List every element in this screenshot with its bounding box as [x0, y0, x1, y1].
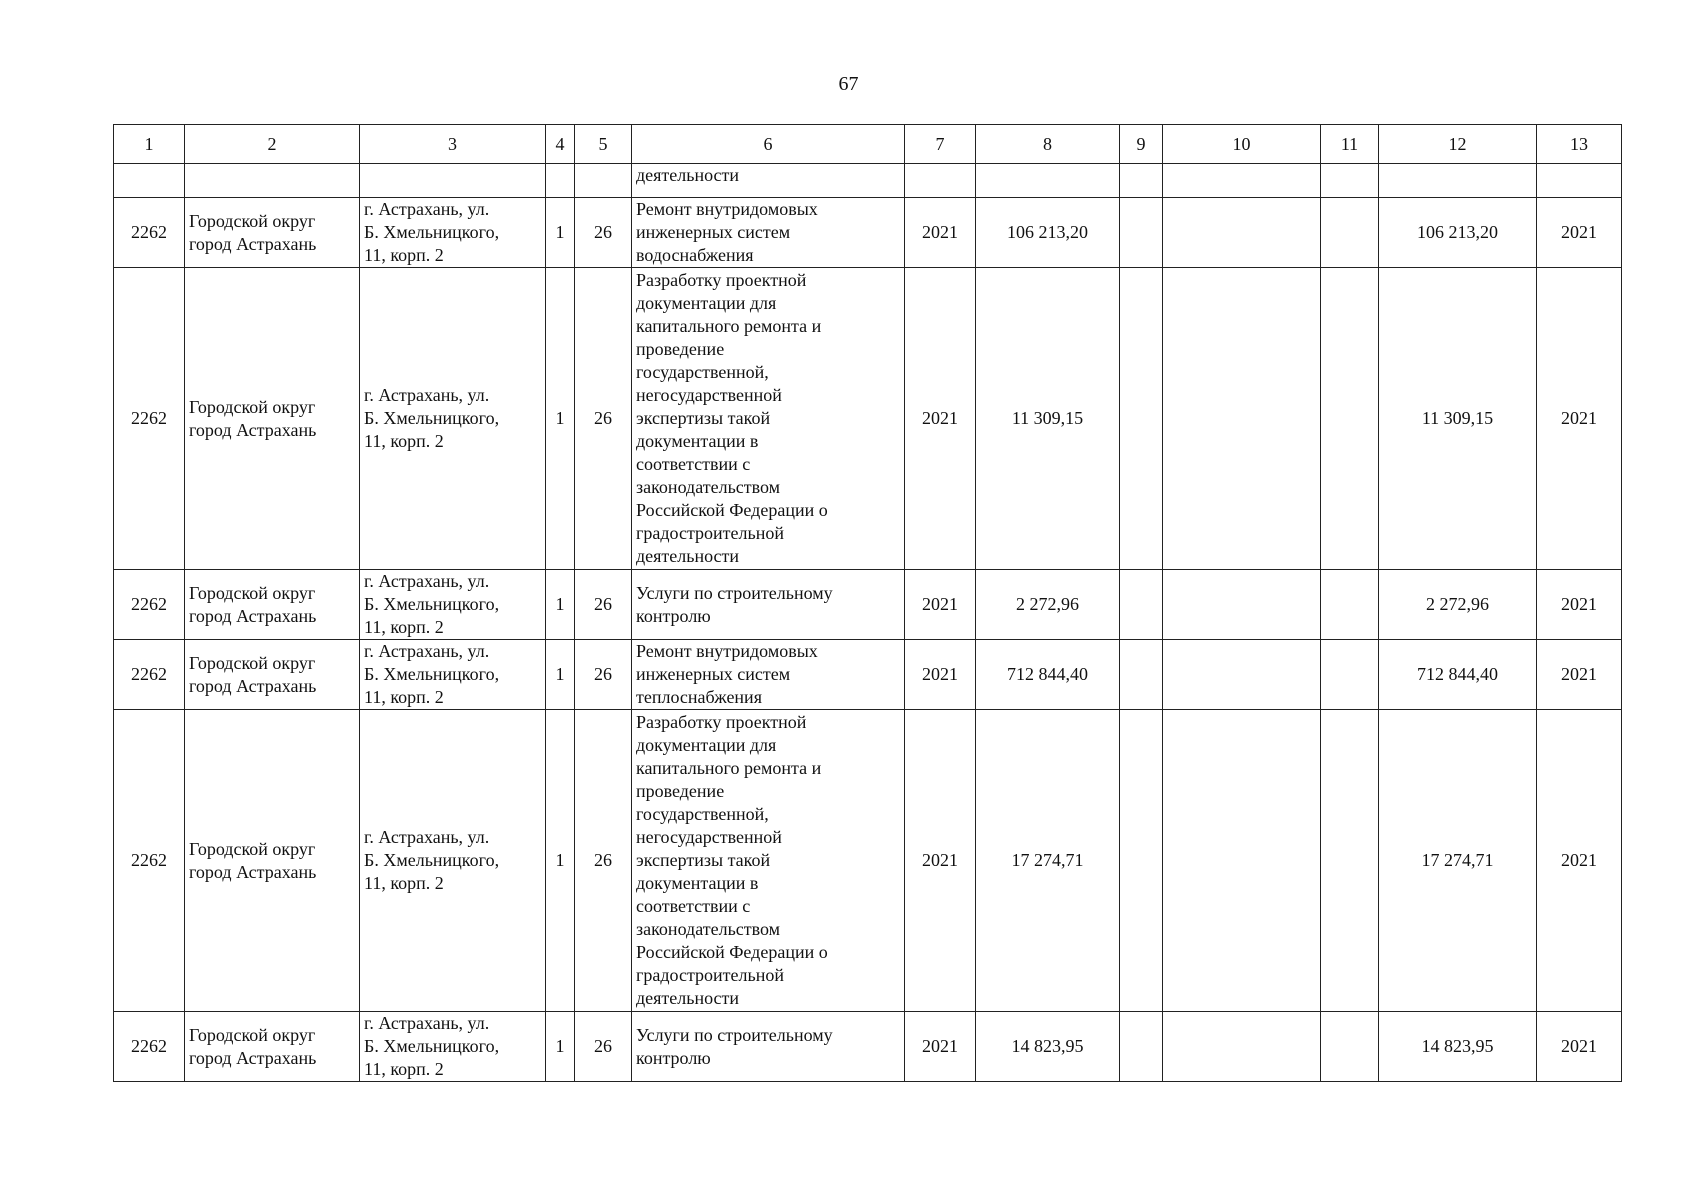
row-number-cell: 2262 — [114, 570, 185, 640]
table-row — [114, 640, 1622, 710]
amount-cell: 14 823,95 — [976, 1012, 1120, 1082]
address-line: 11, корп. 2 — [364, 245, 444, 265]
work-line: теплоснабжения — [636, 687, 762, 707]
work-line: Ремонт внутридомовых — [636, 199, 818, 219]
row-number-cell: 2262 — [114, 710, 185, 1012]
work-line: капитального ремонта и — [636, 758, 822, 778]
column-header: 10 — [1163, 125, 1321, 164]
year-cell: 2021 — [905, 640, 976, 710]
table-row — [114, 1012, 1622, 1082]
table-cell — [1321, 710, 1379, 1012]
year-cell: 2021 — [1537, 710, 1622, 1012]
work-line: документации для — [636, 735, 777, 755]
amount-cell: 712 844,40 — [1379, 640, 1537, 710]
amount-cell: 17 274,71 — [1379, 710, 1537, 1012]
address-cell — [360, 198, 546, 268]
row-number-cell: 2262 — [114, 268, 185, 570]
work-description-cell — [632, 570, 905, 640]
work-line: проведение — [636, 781, 725, 801]
table-cell: 26 — [575, 1012, 632, 1082]
table-cell: 1 — [546, 198, 575, 268]
municipality-line: Городской округ — [189, 652, 316, 673]
table-cell — [1163, 710, 1321, 1012]
municipality-line: город Астрахань — [189, 1047, 317, 1068]
page-number: 67 — [838, 73, 859, 95]
table-cell — [1321, 1012, 1379, 1082]
amount-cell: 17 274,71 — [976, 710, 1120, 1012]
table-cell — [1163, 1012, 1321, 1082]
amount-cell: 106 213,20 — [1379, 198, 1537, 268]
address-line: 11, корп. 2 — [364, 873, 444, 893]
table-cell — [114, 164, 185, 198]
municipality-line: Городской округ — [189, 582, 316, 603]
column-header: 7 — [905, 125, 976, 164]
address-line: 11, корп. 2 — [364, 1059, 444, 1079]
work-line: экспертизы такой — [636, 408, 771, 428]
address-line: г. Астрахань, ул. — [364, 571, 490, 591]
continuation-row — [114, 164, 1622, 198]
amount-cell: 2 272,96 — [976, 570, 1120, 640]
row-number-cell: 2262 — [114, 1012, 185, 1082]
table-cell — [1120, 268, 1163, 570]
table-cell — [575, 164, 632, 198]
work-line: Услуги по строительному — [636, 582, 833, 603]
column-header: 2 — [185, 125, 360, 164]
work-line: документации для — [636, 293, 777, 313]
year-cell: 2021 — [905, 570, 976, 640]
work-line: экспертизы такой — [636, 850, 771, 870]
amount-cell: 712 844,40 — [976, 640, 1120, 710]
column-header: 4 — [546, 125, 575, 164]
column-header: 12 — [1379, 125, 1537, 164]
table-cell: 1 — [546, 268, 575, 570]
address-cell — [360, 268, 546, 570]
table-cell — [1163, 268, 1321, 570]
column-header: 11 — [1321, 125, 1379, 164]
work-description-cell — [632, 268, 905, 570]
column-header: 8 — [976, 125, 1120, 164]
table-cell — [1321, 198, 1379, 268]
work-line: контролю — [636, 605, 711, 626]
table-cell — [1379, 164, 1537, 198]
work-line: Российской Федерации о — [636, 942, 828, 962]
work-line: законодательством — [636, 919, 781, 939]
work-line: водоснабжения — [636, 245, 754, 265]
table-cell — [1120, 164, 1163, 198]
work-line: деятельности — [636, 165, 740, 185]
work-line: государственной, — [636, 804, 769, 824]
work-line: Услуги по строительному — [636, 1024, 833, 1045]
address-line: г. Астрахань, ул. — [364, 1013, 490, 1033]
work-line: инженерных систем — [636, 222, 791, 242]
table-cell — [1321, 164, 1379, 198]
table-cell — [546, 164, 575, 198]
work-line: градостроительной — [636, 523, 784, 543]
municipality-line: Городской округ — [189, 210, 316, 231]
address-cell — [360, 1012, 546, 1082]
work-line: государственной, — [636, 362, 769, 382]
work-description-cell — [632, 710, 905, 1012]
amount-cell: 14 823,95 — [1379, 1012, 1537, 1082]
table-cell — [1537, 164, 1622, 198]
table-cell — [1163, 570, 1321, 640]
table-cell: 26 — [575, 710, 632, 1012]
work-line: контролю — [636, 1047, 711, 1068]
year-cell: 2021 — [1537, 570, 1622, 640]
municipality-line: город Астрахань — [189, 861, 317, 882]
municipality-line: город Астрахань — [189, 605, 317, 626]
work-line: негосударственной — [636, 827, 782, 847]
year-cell: 2021 — [1537, 268, 1622, 570]
address-line: Б. Хмельницкого, — [364, 850, 500, 870]
table-cell: 1 — [546, 570, 575, 640]
work-line: Ремонт внутридомовых — [636, 641, 818, 661]
table-cell: 26 — [575, 640, 632, 710]
address-line: Б. Хмельницкого, — [364, 222, 500, 242]
work-line: Разработку проектной — [636, 270, 807, 290]
table-cell — [1120, 570, 1163, 640]
table-cell: 26 — [575, 198, 632, 268]
address-line: 11, корп. 2 — [364, 431, 444, 451]
table-cell — [360, 164, 546, 198]
year-cell: 2021 — [905, 1012, 976, 1082]
table-cell — [1120, 1012, 1163, 1082]
column-header: 1 — [114, 125, 185, 164]
table-row — [114, 268, 1622, 570]
address-line: Б. Хмельницкого, — [364, 594, 500, 614]
table-cell — [905, 164, 976, 198]
address-line: Б. Хмельницкого, — [364, 1036, 500, 1056]
table-cell — [1120, 198, 1163, 268]
municipality-line: город Астрахань — [189, 675, 317, 696]
municipality-line: Городской округ — [189, 1024, 316, 1045]
year-cell: 2021 — [905, 268, 976, 570]
work-line: Российской Федерации о — [636, 500, 828, 520]
year-cell: 2021 — [905, 710, 976, 1012]
column-header: 13 — [1537, 125, 1622, 164]
address-line: 11, корп. 2 — [364, 617, 444, 637]
work-line: соответствии с — [636, 454, 751, 474]
column-header: 6 — [632, 125, 905, 164]
work-description-cell — [632, 164, 905, 198]
address-line: 11, корп. 2 — [364, 687, 444, 707]
work-line: проведение — [636, 339, 725, 359]
work-description-cell — [632, 1012, 905, 1082]
municipality-cell — [185, 570, 360, 640]
table-cell — [1120, 710, 1163, 1012]
table-cell — [1120, 640, 1163, 710]
amount-cell: 2 272,96 — [1379, 570, 1537, 640]
address-cell — [360, 640, 546, 710]
municipality-cell — [185, 710, 360, 1012]
table-cell: 1 — [546, 1012, 575, 1082]
row-number-cell: 2262 — [114, 640, 185, 710]
municipality-cell — [185, 268, 360, 570]
table-cell: 26 — [575, 570, 632, 640]
row-number-cell: 2262 — [114, 198, 185, 268]
table-cell: 1 — [546, 640, 575, 710]
address-line: Б. Хмельницкого, — [364, 664, 500, 684]
address-cell — [360, 570, 546, 640]
amount-cell: 11 309,15 — [1379, 268, 1537, 570]
work-line: соответствии с — [636, 896, 751, 916]
address-cell — [360, 710, 546, 1012]
municipality-line: город Астрахань — [189, 419, 317, 440]
table-cell — [1321, 268, 1379, 570]
work-line: законодательством — [636, 477, 781, 497]
table-row — [114, 198, 1622, 268]
year-cell: 2021 — [905, 198, 976, 268]
program-table — [113, 124, 1622, 1082]
year-cell: 2021 — [1537, 1012, 1622, 1082]
table-cell: 26 — [575, 268, 632, 570]
address-line: г. Астрахань, ул. — [364, 641, 490, 661]
municipality-cell — [185, 1012, 360, 1082]
work-line: деятельности — [636, 988, 740, 1008]
municipality-line: Городской округ — [189, 396, 316, 417]
amount-cell: 106 213,20 — [976, 198, 1120, 268]
work-description-cell — [632, 640, 905, 710]
amount-cell: 11 309,15 — [976, 268, 1120, 570]
table-header-row — [114, 125, 1622, 164]
year-cell: 2021 — [1537, 198, 1622, 268]
address-line: г. Астрахань, ул. — [364, 385, 490, 405]
work-line: инженерных систем — [636, 664, 791, 684]
work-line: негосударственной — [636, 385, 782, 405]
work-line: капитального ремонта и — [636, 316, 822, 336]
table-cell: 1 — [546, 710, 575, 1012]
municipality-cell — [185, 640, 360, 710]
table-cell — [185, 164, 360, 198]
table-cell — [1163, 164, 1321, 198]
table-cell — [976, 164, 1120, 198]
column-header: 3 — [360, 125, 546, 164]
table-cell — [1163, 640, 1321, 710]
work-line: градостроительной — [636, 965, 784, 985]
table-cell — [1321, 570, 1379, 640]
work-line: Разработку проектной — [636, 712, 807, 732]
column-header: 9 — [1120, 125, 1163, 164]
work-line: деятельности — [636, 546, 740, 566]
year-cell: 2021 — [1537, 640, 1622, 710]
table-cell — [1321, 640, 1379, 710]
address-line: г. Астрахань, ул. — [364, 199, 490, 219]
municipality-cell — [185, 198, 360, 268]
table-row — [114, 710, 1622, 1012]
municipality-line: город Астрахань — [189, 233, 317, 254]
table-cell — [1163, 198, 1321, 268]
work-line: документации в — [636, 873, 759, 893]
address-line: Б. Хмельницкого, — [364, 408, 500, 428]
work-description-cell — [632, 198, 905, 268]
table-row — [114, 570, 1622, 640]
address-line: г. Астрахань, ул. — [364, 827, 490, 847]
work-line: документации в — [636, 431, 759, 451]
column-header: 5 — [575, 125, 632, 164]
municipality-line: Городской округ — [189, 838, 316, 859]
